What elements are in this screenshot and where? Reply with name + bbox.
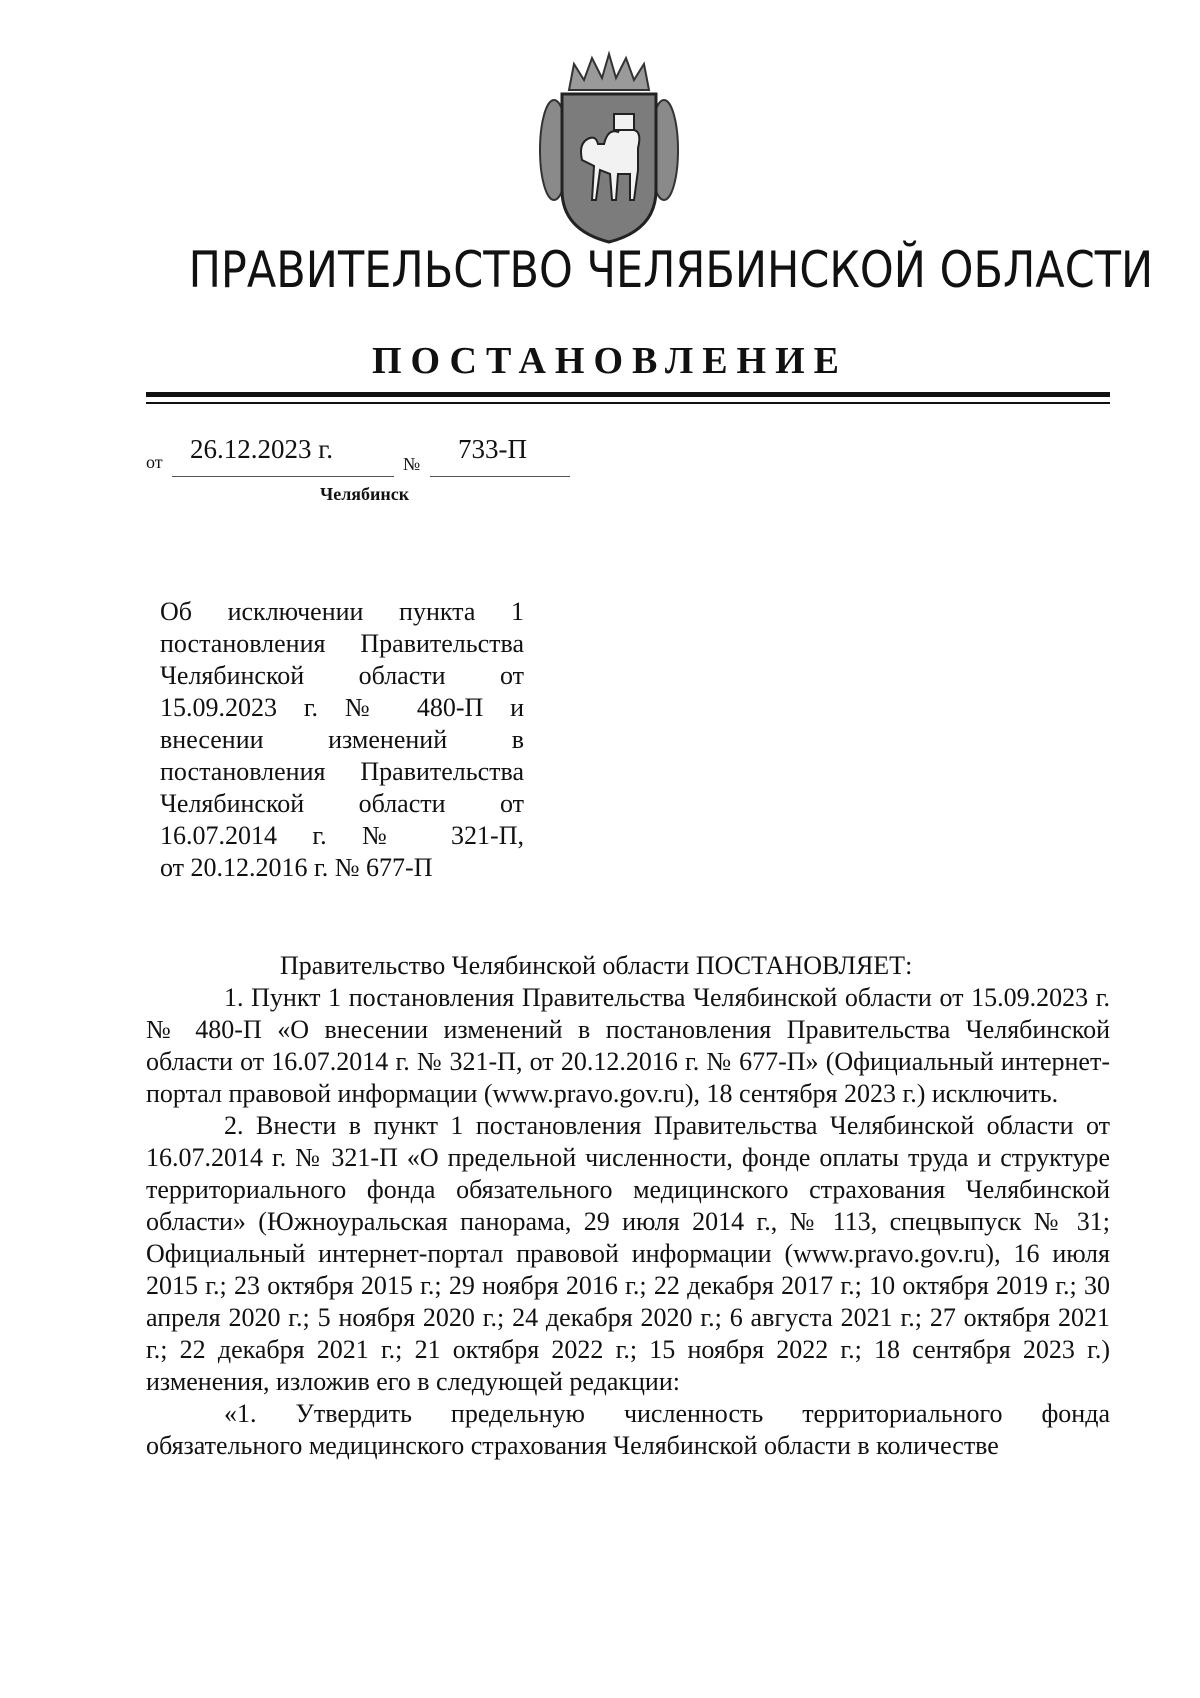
document-date: 26.12.2023 г. xyxy=(190,434,334,464)
header-rule-thin xyxy=(146,402,1110,404)
paragraph-1: 1. Пункт 1 постановления Правительства Челябинской области от 15.09.2023 г. № 480-П «О внесении изменений в постановления Правительства Челябинской области от 16.07.2014 г. № 321-П, от 20.12.2016 г. № 677-П» (Официальный интернет-портал правовой информации (www.pravo.gov.ru), 18 сентября 2023 г.) исключить. xyxy=(146,983,1110,1108)
header-rule-thick xyxy=(146,392,1110,397)
subject-last-line: от 20.12.2016 г. № 677-П xyxy=(160,853,433,882)
document-number: 733-П xyxy=(458,434,527,464)
coat-of-arms-emblem xyxy=(534,50,684,246)
document-type-heading: ПОСТАНОВЛЕНИЕ xyxy=(371,340,849,382)
city-label: Челябинск xyxy=(320,484,410,504)
date-label: от xyxy=(146,452,163,472)
number-underline xyxy=(430,476,570,477)
document-subject xyxy=(160,596,524,884)
number-label: № xyxy=(403,454,421,474)
government-title: ПРАВИТЕЛЬСТВО ЧЕЛЯБИНСКОЙ ОБЛАСТИ xyxy=(188,241,1154,299)
paragraph-2: 2. Внести в пункт 1 постановления Правительства Челябинской области от 16.07.2014 г. № 321-П «О предельной численности, фонде оплаты труда и структуре территориального фонда обязательного медицинского страхования Челябинской области» (Южноуральская панорама, 29 июля 2014 г., № 113, спецвыпуск № 31; Официальный интернет-портал правовой информации (www.pravo.gov.ru), 16 июля 2015 г.; 23 октября 2015 г.; 29 ноября 2016 г.; 22 декабря 2017 г.; 10 октября 2019 г.; 30 апреля 2020 г.; 5 ноября 2020 г.; 24 декабря 2020 г.; 6 августа 2021 г.; 27 октября 2021 г.; 22 декабря 2021 г.; 21 октября 2022 г.; 15 ноября 2022 г.; 18 сентября 2023 г.) изменения, изложив его в следующей редакции: xyxy=(146,1111,1110,1396)
date-underline xyxy=(172,476,394,477)
document-body xyxy=(146,950,1110,1462)
resolution-intro: Правительство Челябинской области ПОСТАНОВЛЯЕТ: xyxy=(280,951,913,980)
subject-text: Об исключении пункта 1 постановления Правительства Челябинской области от 15.09.2023 г. № 480-П и внесении изменений в постановления Правительства Челябинской области от 16.07.2014 г. № 321-П, xyxy=(160,597,524,850)
paragraph-3: «1. Утвердить предельную численность территориального фонда обязательного медицинского страхования Челябинской области в количестве xyxy=(146,1399,1110,1460)
